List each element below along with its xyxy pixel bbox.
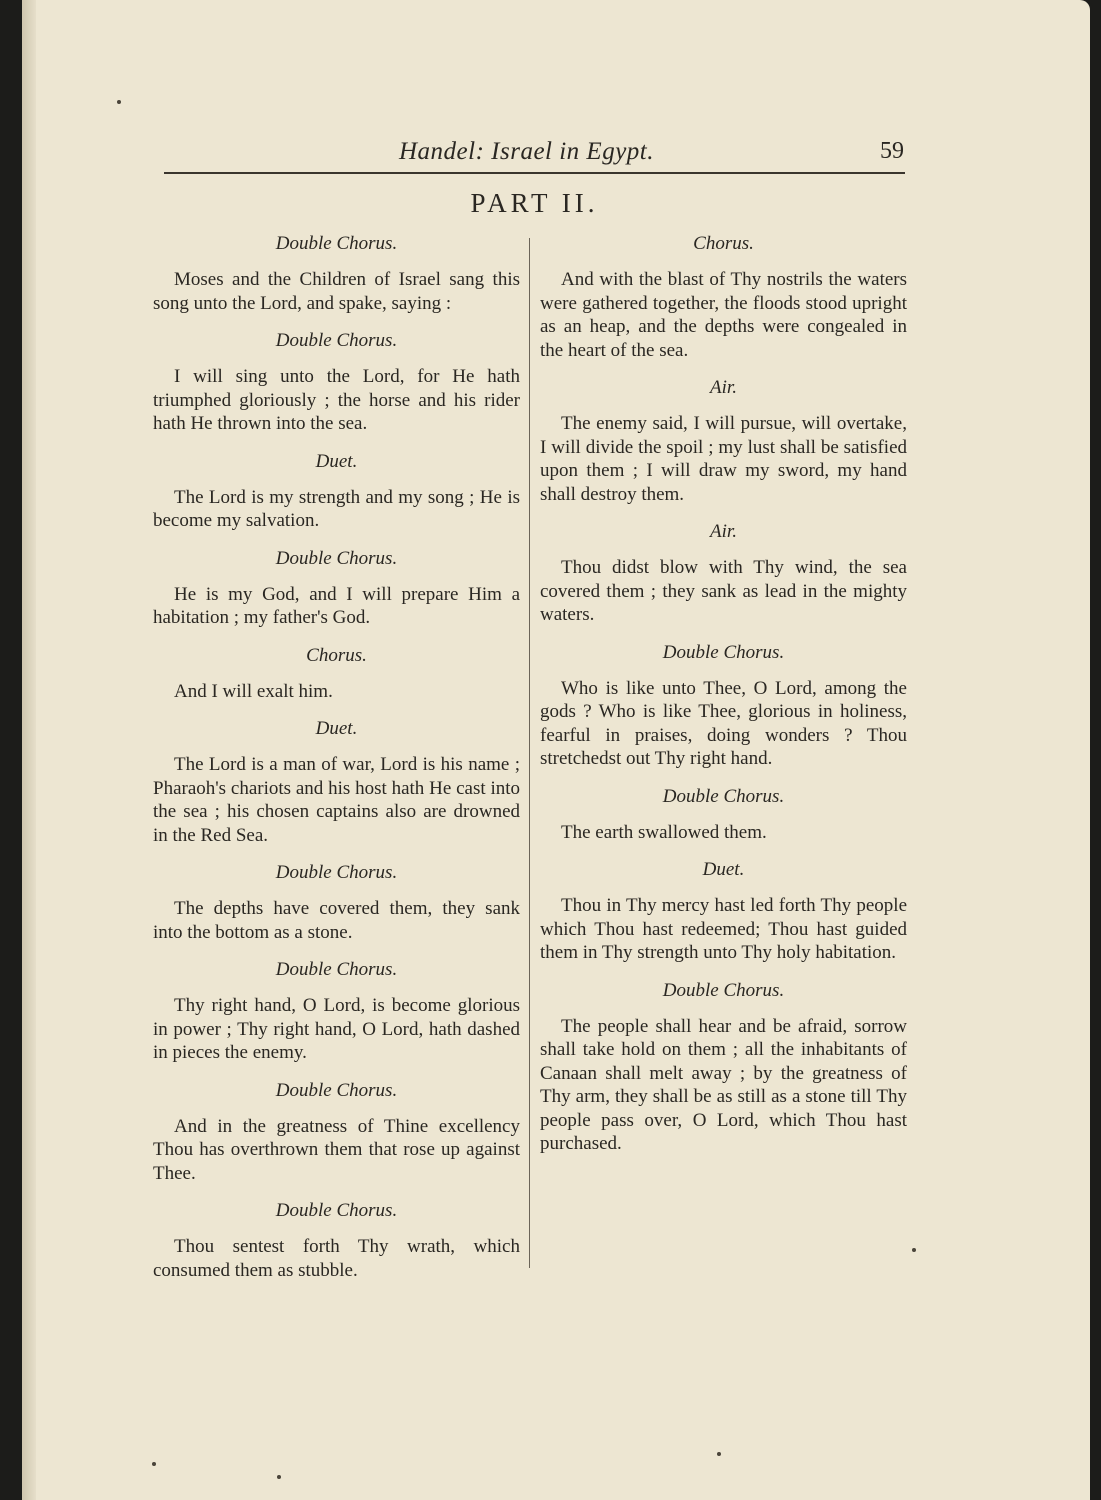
section — [540, 232, 907, 362]
book-page — [22, 0, 1090, 1500]
section-text: I will sing unto the Lord, for He hath triumphed gloriously ; the horse and his rider hath He thrown into the sea. — [153, 366, 520, 434]
section — [153, 329, 520, 436]
section-heading: Duet. — [702, 859, 745, 880]
section-heading: Duet. — [315, 450, 358, 472]
section-heading: Double Chorus. — [275, 959, 398, 980]
section — [153, 547, 520, 630]
section-text: The Lord is a man of war, Lord is his name ; Pharaoh's chariots and his host hath He cast into the sea ; his chosen captains also are drowned in the Red Sea. — [153, 754, 520, 846]
speck — [717, 1452, 721, 1456]
section-text: And I will exalt him. — [174, 680, 333, 702]
section — [153, 1079, 520, 1186]
section-heading: Double Chorus. — [275, 862, 398, 883]
section — [153, 717, 520, 847]
speck — [117, 100, 121, 104]
column-divider — [529, 238, 530, 1268]
section-text: Thou didst blow with Thy wind, the sea covered them ; they sank as lead in the mighty waters. — [540, 557, 907, 625]
section — [540, 520, 907, 627]
section-heading: Chorus. — [693, 233, 754, 254]
section — [540, 641, 907, 771]
section — [540, 858, 907, 965]
section-heading: Double Chorus. — [662, 785, 785, 807]
speck — [152, 1462, 156, 1466]
section-heading: Air. — [710, 521, 737, 542]
section-heading: Air. — [710, 377, 737, 398]
speck — [912, 1248, 916, 1252]
section-text: Thy right hand, O Lord, is become glorious in power ; Thy right hand, O Lord, hath dashed in pieces the enemy. — [153, 995, 520, 1063]
section-text: The enemy said, I will pursue, will overtake, I will divide the spoil ; my lust shall be satisfied upon them ; I will draw my sword, my hand shall destroy them. — [540, 413, 907, 505]
section — [540, 785, 907, 845]
section-text: And in the greatness of Thine excellency Thou has overthrown them that rose up against Thee. — [153, 1115, 520, 1184]
running-title: Handel: Israel in Egypt. — [398, 138, 654, 165]
section — [153, 1199, 520, 1282]
section-text: Who is like unto Thee, O Lord, among the gods ? Who is like Thee, glorious in holiness, fearful in praises, doing wonders ? Thou stretchedst out Thy right hand. — [540, 677, 907, 769]
section — [540, 979, 907, 1156]
section — [153, 232, 520, 315]
section — [540, 376, 907, 506]
section-heading: Double Chorus. — [662, 979, 785, 1001]
left-column — [153, 232, 520, 1296]
section-heading: Double Chorus. — [275, 330, 398, 351]
section-text: Thou in Thy mercy hast led forth Thy people which Thou hast redeemed; Thou hast guided them in Thy strength unto Thy holy habitation. — [540, 895, 907, 963]
running-header — [164, 134, 904, 174]
section — [153, 861, 520, 944]
section-heading: Double Chorus. — [275, 233, 398, 254]
section-heading: Duet. — [315, 718, 358, 739]
section — [153, 450, 520, 533]
section — [153, 644, 520, 704]
section-heading: Double Chorus. — [662, 641, 785, 663]
section-heading: Double Chorus. — [275, 1200, 398, 1221]
section-text: The earth swallowed them. — [561, 821, 767, 843]
section-text: Thou sentest forth Thy wrath, which consumed them as stubble. — [153, 1236, 520, 1281]
section-text: He is my God, and I will prepare Him a habitation ; my father's God. — [153, 583, 520, 628]
section-text: The depths have covered them, they sank into the bottom as a stone. — [153, 898, 520, 943]
header-rule — [164, 172, 905, 174]
section-text: The people shall hear and be afraid, sorrow shall take hold on them ; all the inhabitants of Canaan shall melt away ; by the greatness of Thy arm, they shall be as still as a stone till Thy people pass over, O Lord, which Thou hast purchased. — [540, 1015, 907, 1154]
section-heading: Chorus. — [306, 644, 367, 666]
section — [153, 958, 520, 1065]
section-text: And with the blast of Thy nostrils the waters were gathered together, the floods stood upright as an heap, and the depths were congealed in the heart of the sea. — [540, 269, 907, 361]
speck — [277, 1475, 281, 1479]
section-heading: Double Chorus. — [275, 547, 398, 569]
page-number: 59 — [880, 138, 904, 164]
section-heading: Double Chorus. — [275, 1079, 398, 1101]
page-spine-shadow — [22, 0, 36, 1500]
section-text: Moses and the Children of Israel sang this song unto the Lord, and spake, saying : — [153, 269, 520, 314]
section-text: The Lord is my strength and my song ; He is become my salvation. — [153, 486, 520, 531]
part-heading: PART II. — [470, 188, 599, 218]
right-column — [540, 232, 907, 1170]
